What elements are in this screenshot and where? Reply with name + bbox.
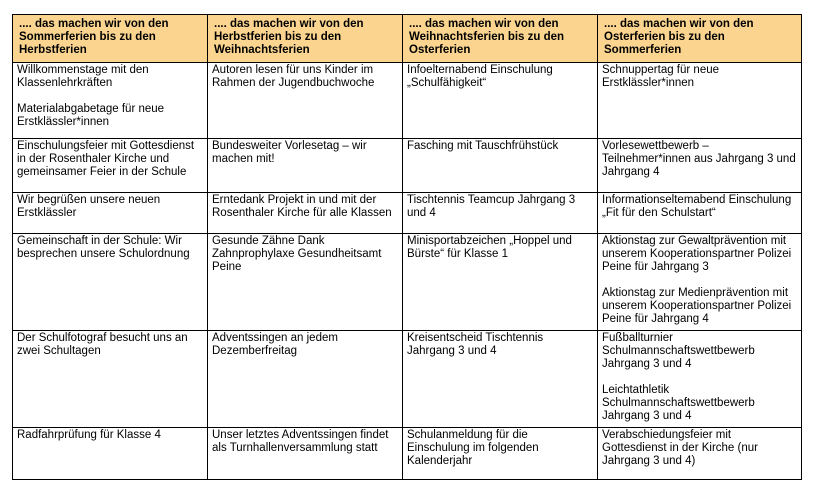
table-row — [13, 428, 802, 480]
table-cell — [208, 428, 403, 480]
table-row — [13, 193, 802, 234]
table-cell — [13, 331, 208, 428]
table-cell — [403, 63, 598, 139]
cell-text: Gemeinschaft in der Schule: Wir besprechen unsere Schulordnung — [17, 235, 190, 260]
table-cell — [403, 139, 598, 193]
cell-text: Informationseltemabend Einschulung „Fit für den Schulstart“ — [602, 194, 792, 219]
cell-text: Aktionstag zur Gewaltprävention mit unserem Kooperationspartner Polizei Peine für Jahrgang 3 — [602, 235, 792, 273]
cell-text: Schnuppertag für neue Erstklässler*innen — [602, 64, 720, 89]
cell-text: Autoren lesen für uns Kinder im Rahmen der Jugendbuchwoche — [212, 64, 375, 89]
table-row — [13, 234, 802, 331]
table-cell — [598, 331, 802, 428]
table-row — [13, 63, 802, 139]
header-summer-to-autumn: .... das machen wir von den Sommerferien bis zu den Herbstferien — [13, 15, 208, 63]
table-cell — [208, 331, 403, 428]
table-cell — [13, 234, 208, 331]
table-cell — [598, 428, 802, 480]
cell-text: Materialabgabetage für neue Erstklässler*innen — [17, 103, 165, 128]
cell-text: Fußballturnier Schulmannschaftswettbewerb Jahrgang 3 und 4 — [602, 332, 755, 370]
table-cell — [403, 193, 598, 234]
table-cell — [598, 63, 802, 139]
cell-text: Einschulungsfeier mit Gottesdienst in der Rosenthaler Kirche und gemeinsamer Feier in der Schule — [17, 140, 195, 178]
header-autumn-to-christmas: .... das machen wir von den Herbstferien bis zu den Weihnachtsferien — [208, 15, 403, 63]
table-cell — [208, 234, 403, 331]
cell-text: Wir begrüßen unsere neuen Erstklässler — [17, 194, 161, 219]
table-cell — [13, 63, 208, 139]
cell-text: Gesunde Zähne Dank Zahnprophylaxe Gesundheitsamt Peine — [212, 235, 382, 273]
table-cell — [13, 428, 208, 480]
cell-text: Radfahrprüfung für Klasse 4 — [17, 429, 161, 441]
table-cell — [13, 193, 208, 234]
cell-text: Erntedank Projekt in und mit der Rosenthaler Kirche für alle Klassen — [212, 194, 392, 219]
cell-text: Minisportabzeichen „Hoppel und Bürste“ für Klasse 1 — [407, 235, 572, 260]
table-cell — [403, 234, 598, 331]
cell-text: Bundesweiter Vorlesetag – wir machen mit! — [212, 140, 367, 165]
cell-text: Aktionstag zur Medienprävention mit unserem Kooperationspartner Polizei Peine für Jahrgang 4 — [602, 287, 792, 325]
table-cell — [598, 139, 802, 193]
cell-text: Verabschiedungsfeier mit Gottesdienst in der Kirche (nur Jahrgang 3 und 4) — [602, 429, 758, 467]
cell-text: Fasching mit Tauschfrühstück — [407, 140, 559, 152]
cell-text: Adventssingen an jedem Dezemberfreitag — [212, 332, 338, 357]
cell-text: Tischtennis Teamcup Jahrgang 3 und 4 — [407, 194, 576, 219]
header-christmas-to-easter: .... das machen wir von den Weihnachtsferien bis zu den Osterferien — [403, 15, 598, 63]
cell-text: Vorlesewettbewerb – Teilnehmer*innen aus Jahrgang 3 und Jahrgang 4 — [602, 140, 796, 178]
header-row — [13, 15, 802, 63]
table-cell — [403, 331, 598, 428]
header-easter-to-summer: .... das machen wir von den Osterferien bis zu den Sommerferien — [598, 15, 802, 63]
cell-text: Unser letztes Adventssingen findet als Turnhallenversammlung statt — [212, 429, 389, 454]
cell-text: Leichtathletik Schulmannschaftswettbewerb Jahrgang 3 und 4 — [602, 384, 755, 422]
table-cell — [598, 193, 802, 234]
cell-text: Kreisentscheid Tischtennis Jahrgang 3 und 4 — [407, 332, 544, 357]
cell-text: Schulanmeldung für die Einschulung im folgenden Kalenderjahr — [407, 429, 539, 467]
table-row — [13, 139, 802, 193]
table-cell — [598, 234, 802, 331]
school-year-table — [12, 14, 802, 480]
table-cell — [208, 63, 403, 139]
cell-text: Infoelternabend Einschulung „Schulfähigkeit“ — [407, 64, 553, 89]
cell-text: Der Schulfotograf besucht uns an zwei Schultagen — [17, 332, 188, 357]
table-cell — [208, 139, 403, 193]
table-cell — [403, 428, 598, 480]
table-cell — [208, 193, 403, 234]
cell-text: Willkommenstage mit den Klassenlehrkräften — [17, 64, 149, 89]
table-row — [13, 331, 802, 428]
table-cell — [13, 139, 208, 193]
